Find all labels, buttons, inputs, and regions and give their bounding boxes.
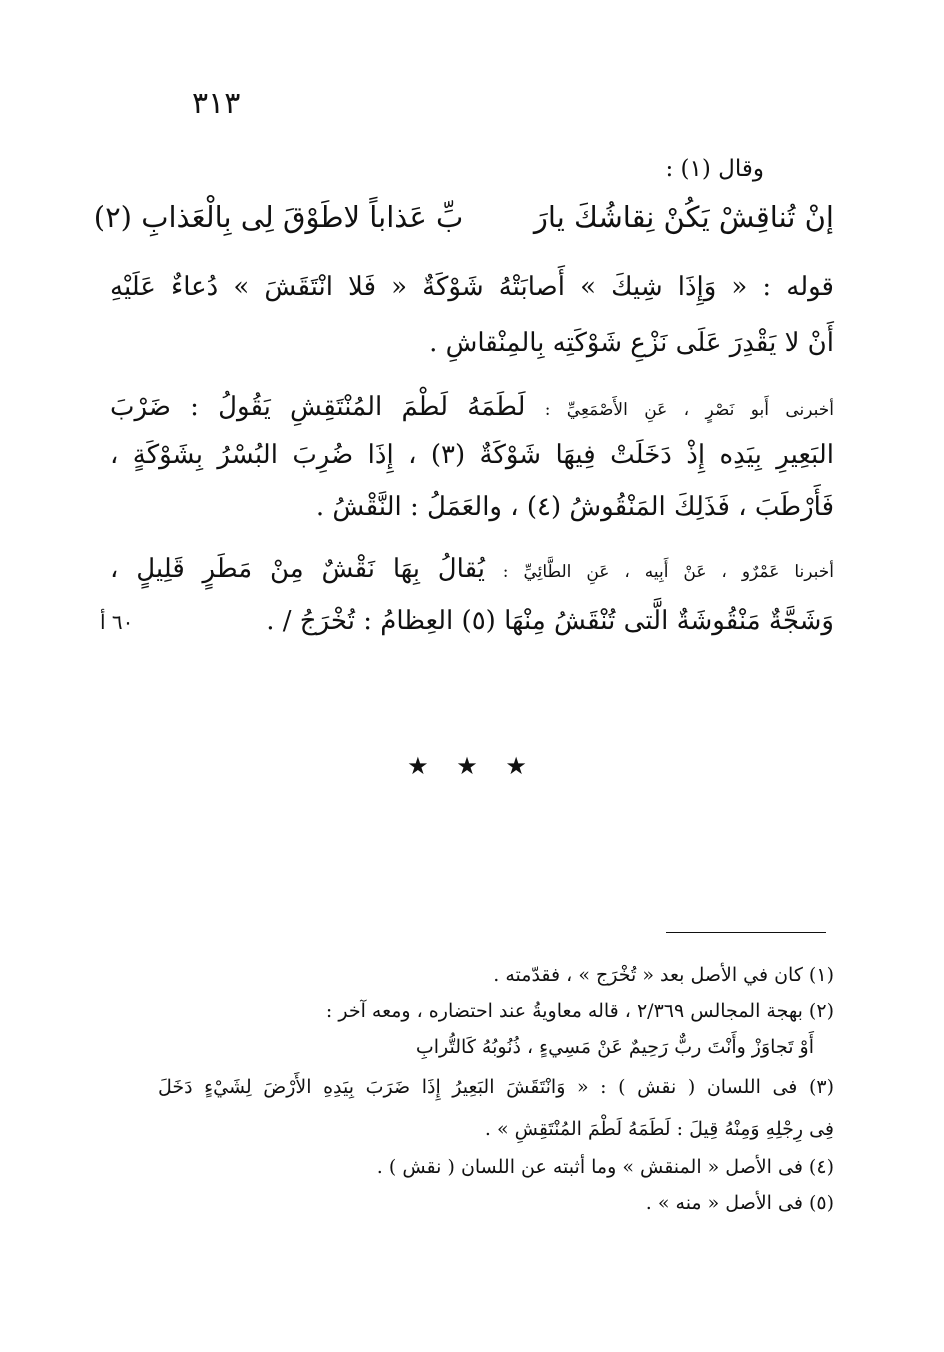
page-number: ٣١٣ (192, 86, 241, 121)
para2-line1-text: لَطَمَهُ لَطْمَ المُنْتَقِشِ يَقُولُ : ضَرْبَ (110, 392, 526, 422)
footnote-2-verse: أَوْ تَجاوَزْ وأَنْتَ ربٌّ رَحِيمٌ عَنْ مَسِيءٍ ، ذُنُوبُهُ كَالتُّرابِ (415, 1036, 814, 1058)
para2-line1 (110, 392, 834, 422)
para3-line1-text: يُقالُ بِهَا نَقْشٌ مِنْ مَطَرٍ قَلِيلٍ ، (110, 554, 485, 584)
footnote-2: (٢) بهجة المجالس ٢/٣٦٩ ، قاله معاويةُ عند احتضاره ، ومعه آخر : (325, 1000, 834, 1022)
para1-line1: قوله : « وَإِذَا شِيكَ » أَصابَتْهُ شَوْكَةٌ « فَلا انْتَقَشَ » دُعاءٌ عَلَيْهِ (110, 272, 834, 302)
footnote-1: (١) كان في الأصل بعد « تُخْرَج » ، فقدّمته . (493, 964, 834, 986)
footnote-5: (٥) فى الأصل « منه » . (645, 1192, 834, 1214)
footnote-4: (٤) فى الأصل « المنقش » وما أثبته عن اللسان ( نقش ) . (376, 1156, 834, 1178)
footnote-3-line2: فِى رِجْلِهِ وَمِنْهُ قِيلَ : لَطَمَهُ لَطْمَ المُنْتَقِشِ » . (484, 1118, 834, 1140)
footnote-3-line1: (٣) فى اللسان ( نقش ) : « وَانْتَقَشَ البَعِيرُ إِذَا ضَرَبَ بِيَدِهِ الأَرْضَ لِشَيْءٍ دَخَلَ (158, 1076, 834, 1098)
verse (93, 200, 834, 234)
para2-line2: البَعِيرِ بِيَدِه إِذْ دَخَلَتْ فِيهَا شَوْكَةٌ (٣) ، إِذَا ضُرِبَ البُسْرُ بِشَوْكَةٍ ، (110, 440, 834, 470)
para2-line3: فَأَرْطَبَ ، فَذَلِكَ المَنْقُوشُ (٤) ، والعَمَلُ : النَّقْشُ . (315, 492, 834, 522)
verse-hemistich-1: إنْ تُناقِشْ يَكُنْ نِقاشُكَ يارَ (533, 200, 834, 234)
footnote-rule (666, 932, 826, 933)
para3-lead: أخبرنا عَمْرٌو ، عَنْ أَبِيه ، عَنِ الطَّائِيِّ : (502, 562, 834, 582)
para1-line2: أَنْ لا يَقْدِرَ عَلَى نَزْعِ شَوْكَتِه بِالمِنْقاشِ . (429, 328, 834, 358)
verse-hemistich-2: بِّ عَذاباً لاطَوْقَ لِى بِالْعَذابِ (٢) (93, 200, 464, 234)
para3-line2: وَشَجَّةٌ مَنْقُوشَةٌ الَّتى تُنْقَشُ مِنْهَا (٥) العِظامُ : تُخْرَجُ / . (266, 606, 834, 636)
para3-line1 (110, 554, 834, 584)
para2-lead: أخبرنى أَبو نَصْرٍ ، عَنِ الأَصْمَعِيِّ : (544, 400, 834, 420)
margin-folio-note: ٦٠ أ (100, 610, 134, 634)
intro-line: وقال (١) : (665, 156, 764, 182)
section-separator: ★ ★ ★ (407, 752, 537, 780)
